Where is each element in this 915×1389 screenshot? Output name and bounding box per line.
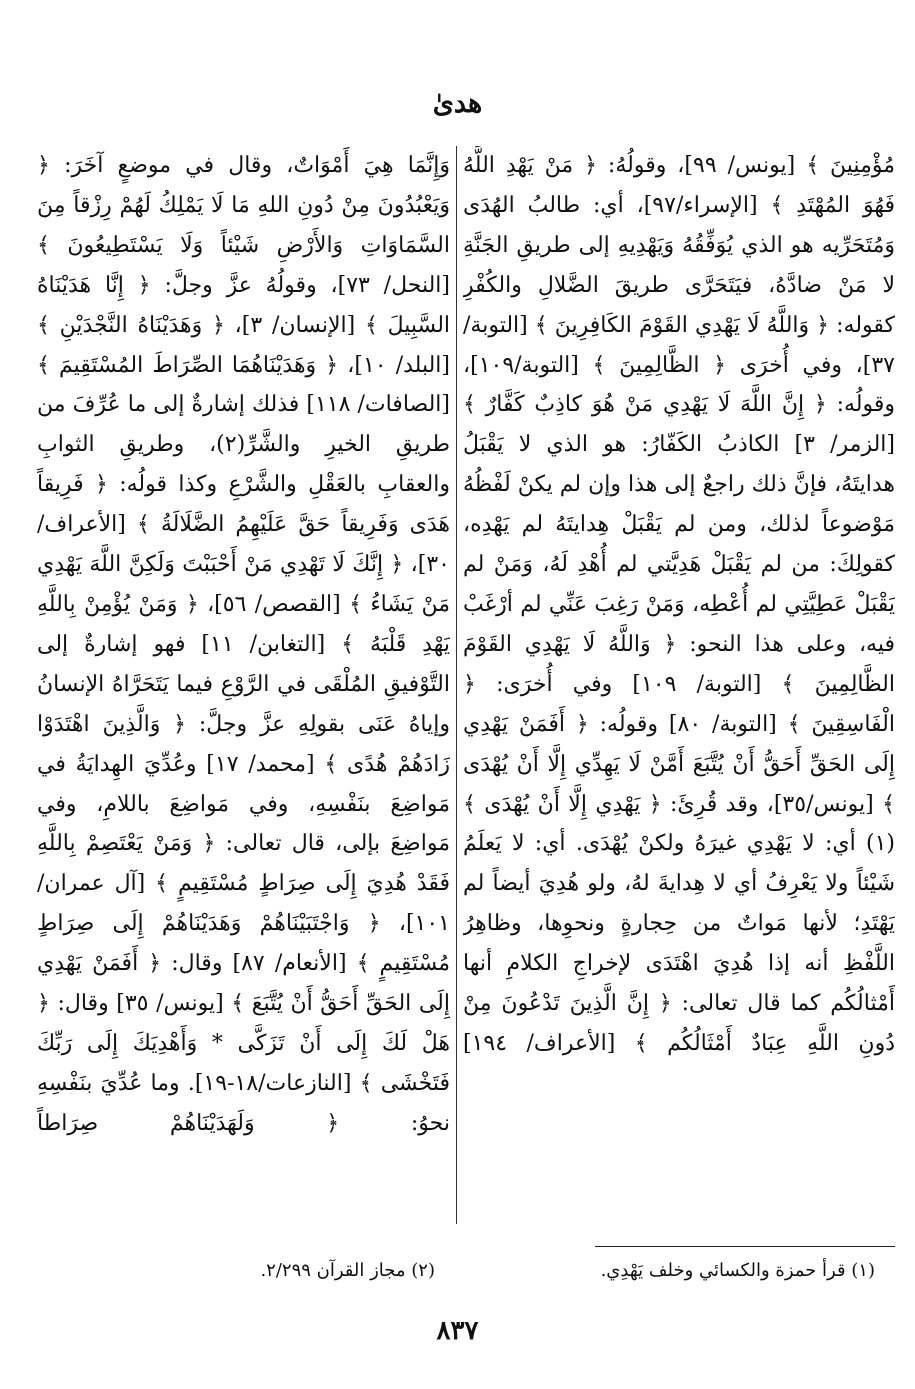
page-number: ٨٣٧	[436, 1316, 479, 1346]
column-divider	[456, 146, 457, 1224]
body-text-right: مُؤْمِنِينَ ﴾ [يونس/ ٩٩]، وقولُهُ: ﴿ مَنْ يَهْدِ اللَّهُ فَهُوَ المُهْتَدِ ﴾ [الإسراء/٩٧]، أي: طالبُ الهُدَى وَمُتَحَرِّيه هو الذي يُوَفِّقُهُ وَيَهْدِيهِ إلى طريقِ الجَنَّةِ لا مَنْ ضادَّهُ، فيَتَحَرَّى طريقَ الضَّلالِ والكُفْرِ كقوله: ﴿ وَاللَّهُ لَا يَهْدِي القَوْمَ الكَافِرِينَ ﴾ [التوبة/ ٣٧]، وفي أُخرَى ﴿ الظَّالِمِينَ ﴾ [التوبة/١٠٩]، وقولُه: ﴿ إِنَّ اللَّهَ لَا يَهْدِي مَنْ هُوَ كاذِبٌ كَفَّارٌ ﴾ [الزمر/ ٣] الكاذبُ الكَفّارُ: هو الذي لا يَقْبَلُ هدايتَهُ، فإنَّ ذلك راجعٌ إلى هذا وإن لم يكنْ لَفْظُهُ مَوْضوعاً لذلك، ومن لم يَقْبَلْ هِدايتَهُ لم يَهْدِه، كقولِكَ: من لم يَقْبَلْ هَدِيَّتي لم أُهْدِ لَهُ، وَمَنْ لم يَقْبَلْ عَطِيَّتِي لم أُعْطِه، وَمَنْ رَغِبَ عَنِّي لم أرْغَبْ فيه، وعلى هذا النحو: ﴿ وَاللَّهُ لَا يَهْدِي القَوْمَ الظَّالِمِينَ ﴾ [التوبة/ ١٠٩] وفي أُخرَى: ﴿ الْفَاسِقِينَ ﴾ [التوبة/ ٨٠] وقولُه: ﴿ أَفَمَنْ يَهْدِي إِلَى الحَقِّ أَحَقُّ أَنْ يُتَّبَعَ أَمَّنْ لَا يَهِدِّي إِلَّا أَنْ يُهْدَى ﴾ [يونس/٣٥]، وقد قُرِئَ: ﴿ يَهْدِي إِلَّا أَنْ يُهْدَى ﴾(١) أي: لا يَهْدِي غيرَهُ ولكنْ يُهْدَى. أي: لا يَعلَمُ شَيْئاً ولا يَعْرِفُ أي لا هِدايةَ لهُ، ولو هُدِيَ أيضاً لم يَهْتَدِ؛ لأنها مَواتٌ من حِجارةٍ ونحوِها، وظاهِرُ اللَّفْظِ أنه إذا هُدِيَ اهْتَدَى لإخراجِ الكلامِ أنها أَمْثالُكُم كما قال تعالى: ﴿ إِنَّ الَّذِينَ تَدْعُونَ مِنْ دُونِ اللَّهِ عِبَادٌ أَمْثَالُكُم ﴾ [الأعراف/ ١٩٤]	[463, 153, 895, 1056]
text-column-right	[463, 146, 895, 1226]
text-column-left	[37, 146, 450, 1226]
footnote-divider	[595, 1246, 895, 1247]
page-header-title: هدىٰ	[432, 88, 483, 119]
body-text-left: وَإِنَّمَا هِيَ أَمْوَاتٌ، وقال في موضعٍ آخَرَ: ﴿ وَيَعْبُدُونَ مِنْ دُونِ اللهِ مَا لَا يَمْلِكُ لَهُمْ رِزْقاً مِنَ السَّمَاوَاتِ وَالأَرْضِ شَيْئاً وَلَا يَسْتَطِيعُونَ ﴾ [النحل/ ٧٣]، وقولُهُ عزَّ وجلَّ: ﴿ إِنَّا هَدَيْنَاهُ السَّبِيلَ ﴾ [الإنسان/ ٣]، ﴿ وَهَدَيْنَاهُ النَّجْدَيْنِ ﴾ [البلد/ ١٠]، ﴿ وَهَدَيْنَاهُمَا الصِّرَاطَ المُسْتَقِيمَ ﴾ [الصافات/ ١١٨] فذلك إشارةٌ إلى ما عُرِّفَ من طريقِ الخيرِ والشَّرِّ(٢)، وطريقِ الثوابِ والعقابِ بالعَقْلِ والشَّرْعِ وكذا قولُه: ﴿ فَرِيقاً هَدَى وَفَرِيقاً حَقَّ عَلَيْهِمُ الضَّلَالَةُ ﴾ [الأعراف/ ٣٠]، ﴿ إِنَّكَ لَا تَهْدِي مَنْ أَحْبَبْتَ وَلَكِنَّ اللَّهَ يَهْدِي مَنْ يَشَاءُ ﴾ [القصص/ ٥٦]، ﴿ وَمَنْ يُؤْمِنْ بِاللَّهِ يَهْدِ قَلْبَهُ ﴾ [التغابن/ ١١] فهو إشارةٌ إلى التَّوْفيقِ المُلْقَى في الرَّوْعِ فيما يَتَحَرَّاهُ الإنسانُ وإياهُ عَنَى بقولِهِ عزَّ وجلَّ: ﴿ وَالَّذِينَ اهْتَدَوْا زَادَهُمْ هُدًى ﴾ [محمد/ ١٧] وعُدِّيَ الهِدايَةُ في مَواضِعَ بنَفْسِهِ، وفي مَواضِعَ باللامِ، وفي مَواضِعَ بإلى، قال تعالى: ﴿ وَمَنْ يَعْتَصِمْ بِاللَّهِ فَقَدْ هُدِيَ إِلَى صِرَاطٍ مُسْتَقِيمٍ ﴾ [آل عمران/ ١٠١]، ﴿ وَاجْتَبَيْنَاهُمْ وَهَدَيْنَاهُمْ إِلَى صِرَاطٍ مُسْتَقِيمٍ ﴾ [الأنعام/ ٨٧] وقال: ﴿ أَفَمَنْ يَهْدِي إِلَى الحَقِّ أَحَقُّ أَنْ يُتَّبَعَ ﴾ [يونس/ ٣٥] وقال: ﴿ هَلْ لَكَ إِلَى أَنْ تَزَكَّى * وَأَهْدِيَكَ إِلَى رَبِّكَ فَتَخْشَى ﴾ [النازعات/١٨-١٩]. وما عُدِّيَ بنَفْسِهِ نحوُ: ﴿ وَلَهَدَيْنَاهُمْ صِرَاطاً	[37, 153, 450, 1136]
footnote-1: (١) قرأ حمزة والكسائي وخلف يَهْدِي.	[600, 1260, 875, 1281]
footnote-2: (٢) مجاز القرآن ٢/٢٩٩.	[260, 1260, 435, 1281]
